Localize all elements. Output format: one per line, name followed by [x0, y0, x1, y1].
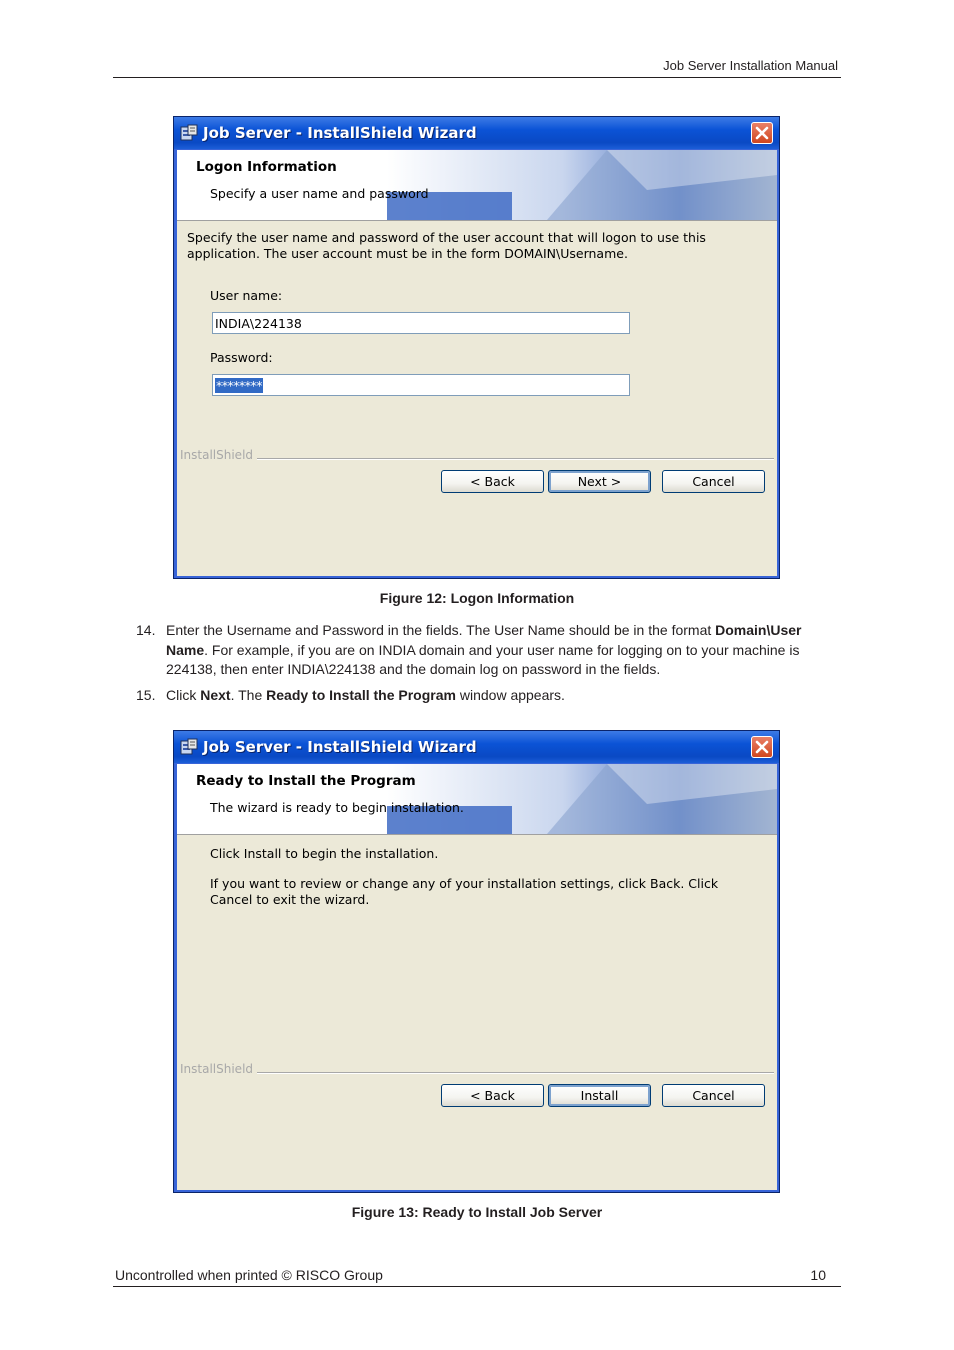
footer-copyright: Uncontrolled when printed © RISCO Group	[115, 1267, 383, 1283]
step-number: 14.	[136, 622, 156, 638]
install-button[interactable]: Install	[548, 1084, 651, 1107]
ready-to-install-dialog	[173, 730, 780, 1193]
banner-title: Ready to Install the Program	[196, 773, 416, 789]
cancel-button[interactable]: Cancel	[662, 1084, 765, 1107]
password-field[interactable]	[212, 374, 630, 396]
instruction-steps	[136, 621, 846, 711]
step-bold-text: Ready to Install the Program	[266, 686, 456, 703]
logon-description: Specify the user name and password of the user account that will logon to use this application. The user account must be in the form DOMAIN\Username.	[187, 230, 706, 261]
step-bold-text: Domain\User Name	[166, 622, 802, 658]
close-button[interactable]	[751, 736, 773, 758]
review-instruction: If you want to review or change any of your installation settings, click Back. Click Cancel to exit the wizard.	[210, 876, 719, 907]
installshield-branding	[180, 1062, 774, 1076]
banner-subtitle: Specify a user name and password	[210, 186, 429, 201]
cancel-button[interactable]: Cancel	[662, 470, 765, 493]
step-bold-text: Next	[200, 686, 231, 703]
logon-dialog	[173, 116, 780, 579]
next-button[interactable]: Next >	[548, 470, 651, 493]
password-value: ********	[216, 378, 262, 393]
step-text: Enter the Username and Password in the fields. The User Name should be in the format	[166, 622, 716, 638]
step-15	[136, 686, 846, 706]
username-label: User name:	[210, 288, 283, 303]
step-14	[136, 621, 846, 680]
branding-rule	[180, 458, 774, 460]
step-text: . For example, if you are on INDIA domain and your user name for logging on to your machine is 224138, then enter INDIA\224138 and the domain log on password in the fields.	[166, 641, 800, 677]
brand-label: InstallShield	[180, 1062, 257, 1076]
close-icon	[752, 123, 772, 143]
dialog-client-area	[177, 150, 777, 576]
step-text: . The	[230, 686, 267, 703]
banner-subtitle: The wizard is ready to begin installation.	[210, 800, 464, 815]
step-text: window appears.	[455, 686, 565, 703]
dialog-title: Job Server - InstallShield Wizard	[203, 124, 477, 142]
installer-icon	[180, 124, 198, 142]
close-icon	[752, 737, 772, 757]
dialog-title: Job Server - InstallShield Wizard	[203, 738, 477, 756]
install-instruction: Click Install to begin the installation.	[210, 846, 439, 861]
page-number: 10	[810, 1267, 826, 1283]
close-button[interactable]	[751, 122, 773, 144]
title-bar[interactable]	[174, 117, 779, 149]
back-button[interactable]: < Back	[441, 470, 544, 493]
back-button[interactable]: < Back	[441, 1084, 544, 1107]
document-header: Job Server Installation Manual	[663, 58, 838, 73]
password-label: Password:	[210, 350, 273, 365]
installshield-branding	[180, 448, 774, 462]
dialog-client-area	[177, 764, 777, 1190]
footer-rule	[113, 1286, 841, 1287]
username-value: INDIA\224138	[215, 316, 302, 331]
figure-caption: Figure 12: Logon Information	[379, 590, 575, 606]
brand-label: InstallShield	[180, 448, 257, 462]
username-field[interactable]	[212, 312, 630, 334]
step-number: 15.	[136, 686, 156, 703]
installer-icon	[180, 738, 198, 756]
figure-caption: Figure 13: Ready to Install Job Server	[351, 1204, 603, 1220]
step-text: Click	[166, 686, 201, 703]
banner-title: Logon Information	[196, 159, 337, 175]
header-rule	[113, 77, 841, 78]
wizard-banner	[177, 764, 777, 835]
wizard-banner	[177, 150, 777, 221]
branding-rule	[180, 1072, 774, 1074]
title-bar[interactable]	[174, 731, 779, 763]
